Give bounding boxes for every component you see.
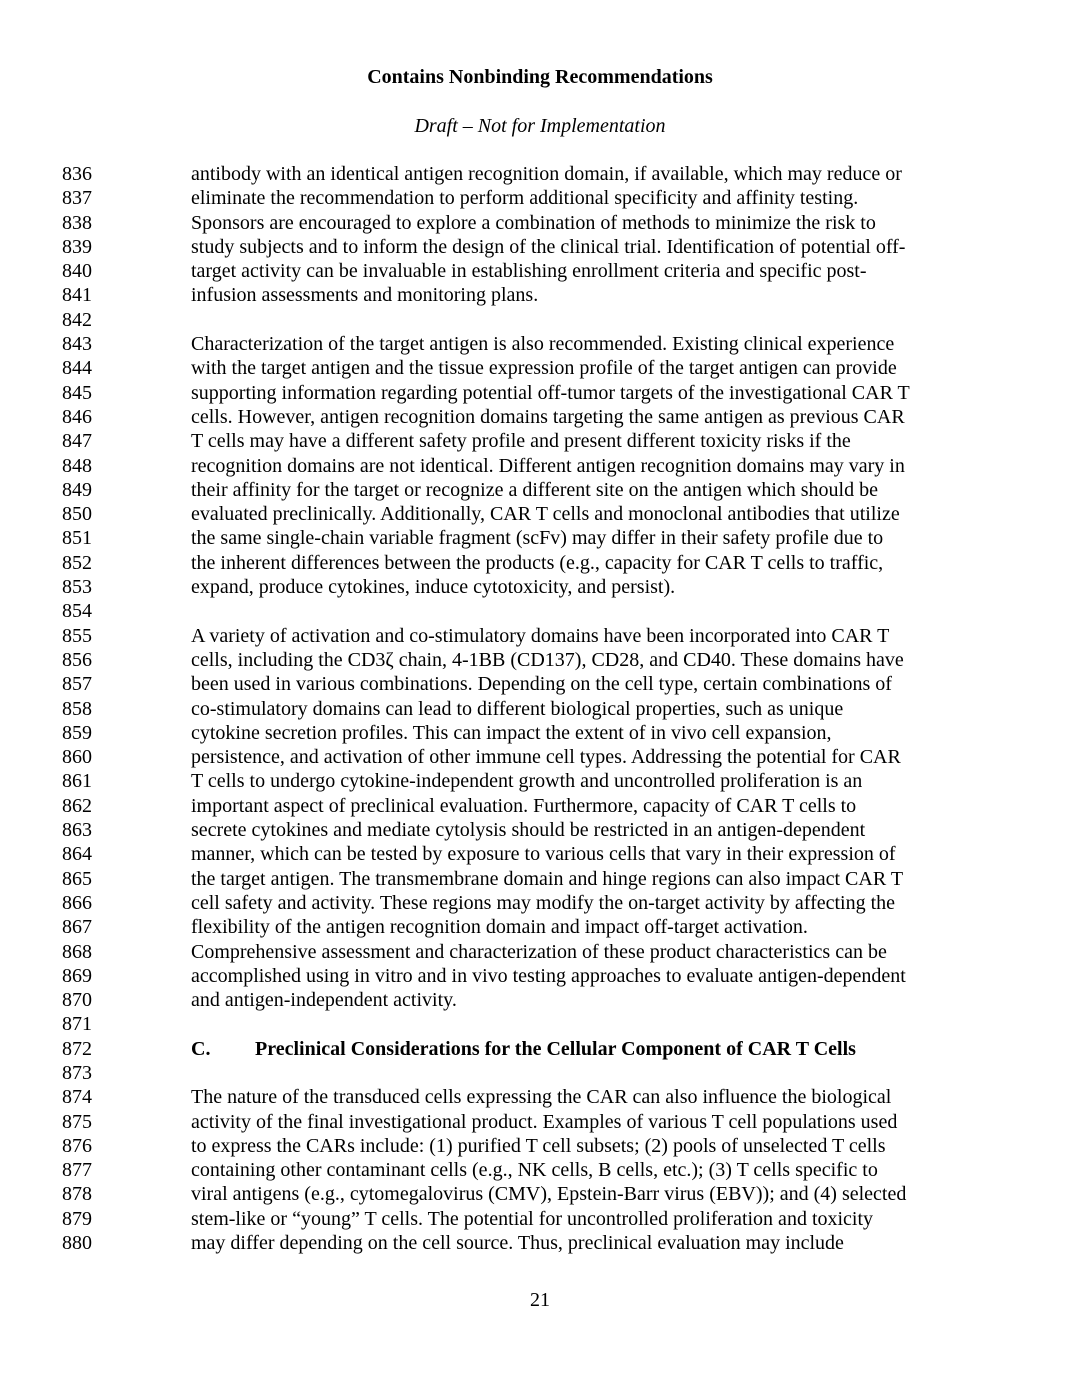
line-number: 861: [62, 770, 92, 793]
line-number: 862: [62, 794, 92, 817]
document-line: [0, 1012, 1080, 1036]
line-number: 842: [62, 308, 92, 331]
line-number: 852: [62, 551, 92, 574]
line-number: 843: [62, 333, 92, 356]
line-text: evaluated preclinically. Additionally, CAR T cells and monoclonal antibodies that utilize: [191, 503, 900, 526]
line-number: 876: [62, 1134, 92, 1157]
line-text: persistence, and activation of other immune cell types. Addressing the potential for CAR: [191, 746, 901, 769]
line-number: 869: [62, 964, 92, 987]
line-text: eliminate the recommendation to perform additional specificity and affinity testing.: [191, 187, 859, 210]
line-number: 858: [62, 697, 92, 720]
section-heading: [191, 1037, 961, 1061]
line-number: 873: [62, 1061, 92, 1084]
document-line: [0, 818, 1080, 842]
line-number: 856: [62, 648, 92, 671]
line-text: T cells to undergo cytokine-independent growth and uncontrolled proliferation is an: [191, 770, 863, 793]
document-line: [0, 1182, 1080, 1206]
line-text: cell safety and activity. These regions may modify the on-target activity by affecting the: [191, 891, 896, 914]
document-line: [0, 356, 1080, 380]
document-line: [0, 648, 1080, 672]
document-line: [0, 697, 1080, 721]
line-text: and antigen-independent activity.: [191, 989, 457, 1012]
line-number: 844: [62, 357, 92, 380]
document-line: [0, 259, 1080, 283]
line-number: 855: [62, 624, 92, 647]
document-line: [0, 1231, 1080, 1255]
line-text: supporting information regarding potential off-tumor targets of the investigational CAR T: [191, 381, 910, 404]
line-number: 870: [62, 989, 92, 1012]
page-number: 21: [530, 1289, 550, 1311]
document-line: [0, 891, 1080, 915]
document-line: [0, 1061, 1080, 1085]
line-text: activity of the final investigational product. Examples of various T cell populations used: [191, 1110, 898, 1133]
line-number: 859: [62, 721, 92, 744]
document-line: [0, 186, 1080, 210]
line-number: 847: [62, 430, 92, 453]
line-text: study subjects and to inform the design of the clinical trial. Identification of potential off-: [191, 235, 906, 258]
line-text: may differ depending on the cell source. Thus, preclinical evaluation may include: [191, 1232, 844, 1255]
document-line: [0, 162, 1080, 186]
line-number: 848: [62, 454, 92, 477]
document-line: [0, 624, 1080, 648]
line-text: been used in various combinations. Depending on the cell type, certain combinations of: [191, 673, 892, 696]
line-number: 867: [62, 916, 92, 939]
line-text: infusion assessments and monitoring plans.: [191, 284, 539, 307]
line-number: 839: [62, 235, 92, 258]
document-line: [0, 915, 1080, 939]
document-line: [0, 599, 1080, 623]
document-line: [0, 405, 1080, 429]
line-number: 850: [62, 503, 92, 526]
line-number: 840: [62, 260, 92, 283]
line-text: T cells may have a different safety profile and present different toxicity risks if the: [191, 430, 851, 453]
line-text: The nature of the transduced cells expressing the CAR can also influence the biological: [191, 1086, 892, 1109]
line-number: 860: [62, 746, 92, 769]
line-text: the inherent differences between the products (e.g., capacity for CAR T cells to traffic,: [191, 551, 884, 574]
line-text: expand, produce cytokines, induce cytotoxicity, and persist).: [191, 576, 676, 599]
document-line: [0, 794, 1080, 818]
document-line: [0, 332, 1080, 356]
document-line: [0, 381, 1080, 405]
line-text: co-stimulatory domains can lead to different biological properties, such as unique: [191, 697, 844, 720]
document-line: [0, 867, 1080, 891]
line-number: 853: [62, 576, 92, 599]
document-line: [0, 308, 1080, 332]
document-body: [0, 162, 1080, 1255]
line-number: 846: [62, 405, 92, 428]
line-text: with the target antigen and the tissue expression profile of the target antigen can provide: [191, 357, 897, 380]
line-text: the same single-chain variable fragment (scFv) may differ in their safety profile due to: [191, 527, 884, 550]
line-number: 857: [62, 673, 92, 696]
line-number: 841: [62, 284, 92, 307]
line-text: antibody with an identical antigen recognition domain, if available, which may reduce or: [191, 163, 902, 185]
line-number: 866: [62, 891, 92, 914]
document-line: [0, 551, 1080, 575]
document-line: [0, 721, 1080, 745]
document-line: [0, 502, 1080, 526]
line-number: 880: [62, 1232, 92, 1255]
line-number: 878: [62, 1183, 92, 1206]
line-text: the target antigen. The transmembrane domain and hinge regions can also impact CAR T: [191, 867, 904, 890]
document-line: [0, 1207, 1080, 1231]
line-text: Sponsors are encouraged to explore a combination of methods to minimize the risk to: [191, 211, 876, 234]
document-line: [0, 526, 1080, 550]
line-number: 837: [62, 187, 92, 210]
line-number: 851: [62, 527, 92, 550]
line-text: secrete cytokines and mediate cytolysis should be restricted in an antigen-dependent: [191, 819, 866, 842]
document-line: [0, 1158, 1080, 1182]
line-text: cytokine secretion profiles. This can impact the extent of in vivo cell expansion,: [191, 721, 832, 744]
document-line: [0, 429, 1080, 453]
document-line: [0, 1134, 1080, 1158]
document-line: [0, 211, 1080, 235]
document-line: [0, 769, 1080, 793]
line-number: 871: [62, 1013, 92, 1036]
line-number: 875: [62, 1110, 92, 1133]
document-line: [0, 283, 1080, 307]
line-number: 868: [62, 940, 92, 963]
document-line: [0, 1085, 1080, 1109]
line-number: 836: [62, 163, 92, 185]
line-text: cells, including the CD3ζ chain, 4-1BB (CD137), CD28, and CD40. These domains have: [191, 648, 904, 671]
document-line: [0, 988, 1080, 1012]
document-line: [0, 745, 1080, 769]
line-text: viral antigens (e.g., cytomegalovirus (CMV), Epstein-Barr virus (EBV)); and (4) selected: [191, 1183, 907, 1206]
line-text: recognition domains are not identical. Different antigen recognition domains may vary in: [191, 454, 905, 477]
page-header-title: Contains Nonbinding Recommendations: [367, 66, 713, 88]
line-text: flexibility of the antigen recognition domain and impact off-target activation.: [191, 916, 808, 939]
line-text: important aspect of preclinical evaluation. Furthermore, capacity of CAR T cells to: [191, 794, 857, 817]
line-text: manner, which can be tested by exposure to various cells that vary in their expression of: [191, 843, 896, 866]
document-line: [0, 940, 1080, 964]
line-number: 874: [62, 1086, 92, 1109]
line-number: 879: [62, 1207, 92, 1230]
line-number: 864: [62, 843, 92, 866]
line-number: 865: [62, 867, 92, 890]
line-text: stem-like or “young” T cells. The potential for uncontrolled proliferation and toxicity: [191, 1207, 874, 1230]
line-text: A variety of activation and co-stimulatory domains have been incorporated into CAR T: [191, 624, 890, 647]
line-text: to express the CARs include: (1) purified T cell subsets; (2) pools of unselected T cells: [191, 1134, 886, 1157]
line-number: 854: [62, 600, 92, 623]
line-text: accomplished using in vitro and in vivo testing approaches to evaluate antigen-dependent: [191, 964, 906, 987]
line-text: cells. However, antigen recognition domains targeting the same antigen as previous CAR: [191, 405, 905, 428]
document-line: [0, 964, 1080, 988]
line-text: Characterization of the target antigen is also recommended. Existing clinical experience: [191, 333, 895, 356]
line-number: 872: [62, 1037, 92, 1060]
document-line: [0, 575, 1080, 599]
section-heading-text: Preclinical Considerations for the Cellular Component of CAR T Cells: [255, 1037, 856, 1060]
document-line: [0, 235, 1080, 259]
line-number: 877: [62, 1159, 92, 1182]
page-header-subtitle: Draft – Not for Implementation: [414, 115, 666, 137]
line-number: 863: [62, 819, 92, 842]
line-text: target activity can be invaluable in establishing enrollment criteria and specific post-: [191, 260, 867, 283]
section-letter: C.: [191, 1037, 211, 1060]
document-line: [0, 672, 1080, 696]
document-line: [0, 1037, 1080, 1061]
line-text: Comprehensive assessment and characterization of these product characteristics can be: [191, 940, 887, 963]
line-number: 849: [62, 478, 92, 501]
document-line: [0, 478, 1080, 502]
line-number: 845: [62, 381, 92, 404]
document-line: [0, 1110, 1080, 1134]
line-number: 838: [62, 211, 92, 234]
line-text: their affinity for the target or recognize a different site on the antigen which should be: [191, 478, 878, 501]
document-line: [0, 842, 1080, 866]
line-text: containing other contaminant cells (e.g., NK cells, B cells, etc.); (3) T cells specific to: [191, 1159, 878, 1182]
document-line: [0, 454, 1080, 478]
